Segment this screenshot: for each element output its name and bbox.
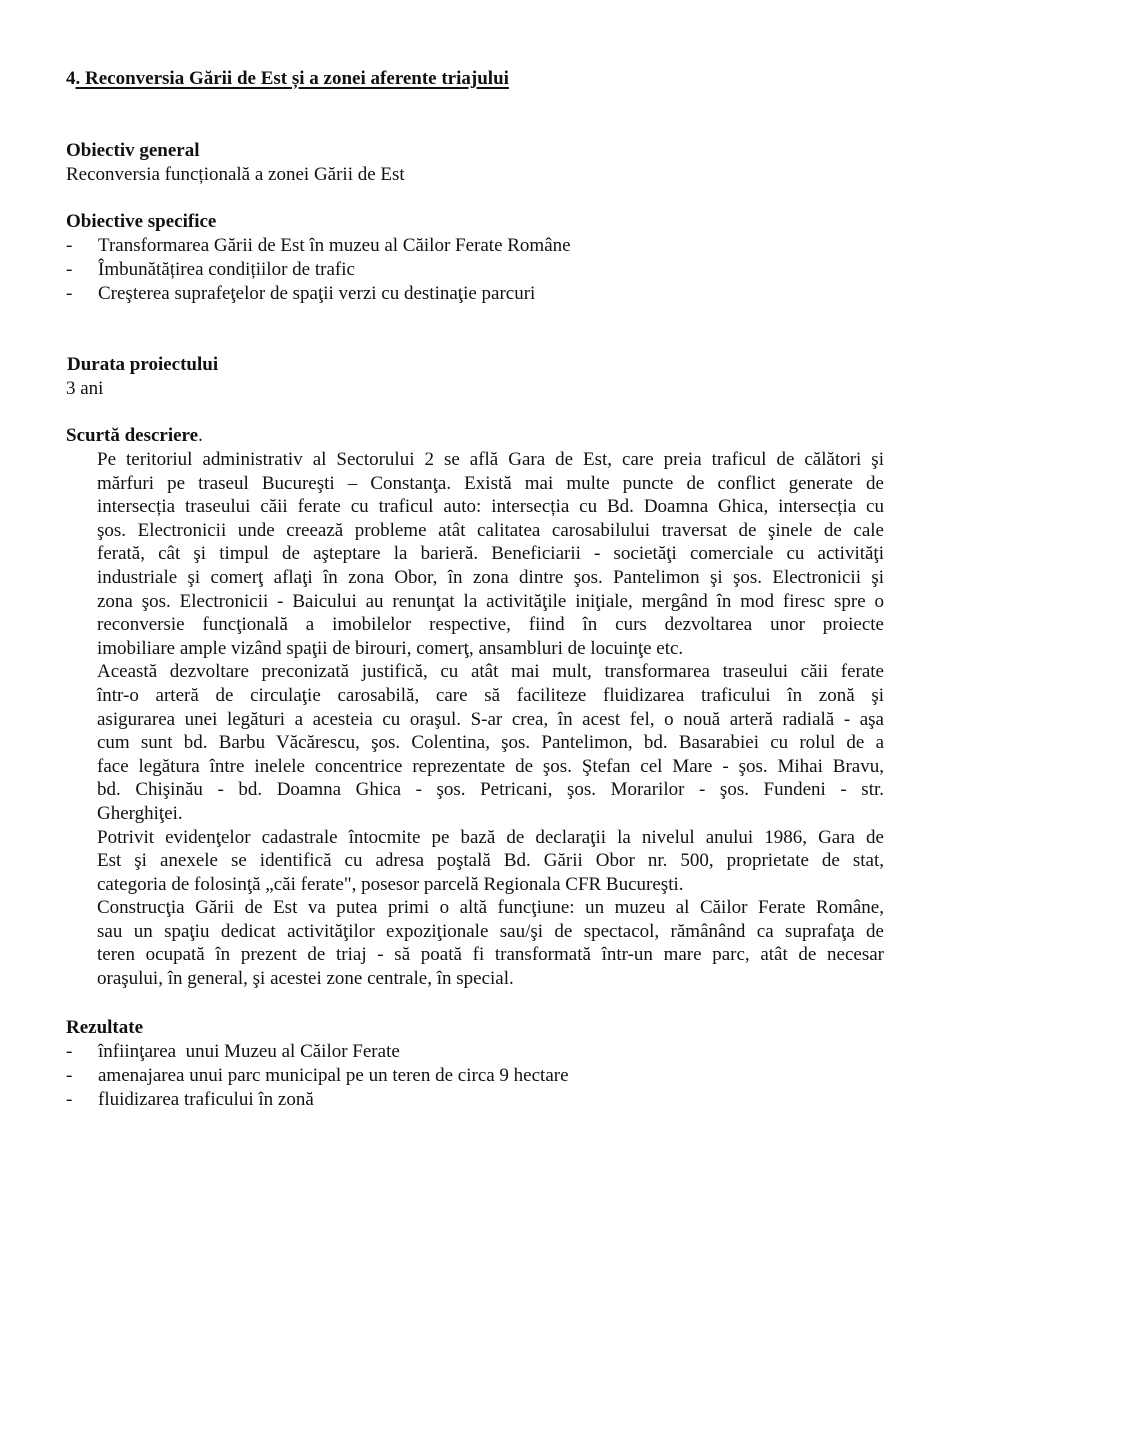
paragraph-line: asigurarea unei legături a acesteia cu oraşul. S-ar crea, în acest fel, o nouă arteră radială - aşa — [97, 708, 884, 730]
result-text: înfiinţarea unui Muzeu al Căilor Ferate — [98, 1041, 400, 1062]
description-heading-period: . — [198, 425, 203, 446]
results-heading: Rezultate — [66, 1017, 144, 1038]
specific-objective-text: Îmbunătățirea condițiilor de trafic — [98, 259, 355, 280]
description-heading — [66, 425, 203, 447]
paragraph-line: Construcţia Gării de Est va putea primi o altă funcţiune: un muzeu al Căilor Ferate Române, — [97, 897, 884, 919]
section-number: 4 — [66, 68, 76, 89]
bullet-dash: - — [66, 1089, 73, 1110]
general-objective-heading: Obiectiv general — [66, 140, 200, 161]
paragraph-line: Potrivit evidenţelor cadastrale întocmite pe bază de declaraţii la nivelul anului 1986, Gara de — [97, 826, 884, 848]
paragraph-line: şos. Electronicii unde creează probleme atât calitatea carosabilului traversat de şinele de cale — [97, 519, 884, 541]
bullet-dash: - — [66, 283, 73, 304]
bullet-dash: - — [66, 1065, 73, 1086]
paragraph-line: intersecția traseului căii ferate cu traficul auto: intersecția cu Bd. Doamna Ghica, intersecția cu — [97, 496, 884, 518]
paragraph-line: bd. Chişinău - bd. Doamna Ghica - şos. Petricani, şos. Morarilor - şos. Fundeni - str. — [97, 779, 884, 801]
description-paragraph — [97, 448, 884, 660]
paragraph-line: reconversie funcţională a imobilelor respective, fiind în curs dezvoltarea unor proiecte — [97, 614, 884, 636]
result-text: amenajarea unui parc municipal pe un teren de circa 9 hectare — [98, 1065, 569, 1086]
bullet-dash: - — [66, 259, 73, 280]
paragraph-line: industriale şi comerţ aflaţi în zona Obor, în zona dintre şos. Pantelimon şi şos. Electronicii şi — [97, 566, 884, 588]
bullet-dash: - — [66, 235, 73, 256]
general-objective-text: Reconversia funcțională a zonei Gării de Est — [66, 164, 405, 185]
paragraph-line: teren ocupată în prezent de triaj - să poată fi transformată într-un mare parc, atât de necesar — [97, 944, 884, 966]
description-paragraph — [97, 826, 884, 897]
paragraph-line: mărfuri pe traseul Bucureşti – Constanţa. Există mai multe puncte de conflict generate de — [97, 472, 884, 494]
paragraph-line: Pe teritoriul administrativ al Sectorului 2 se află Gara de Est, care preia traficul de călători şi — [97, 449, 884, 470]
paragraph-line: imobiliare ample vizând spaţii de birouri, comerţ, ansambluri de locuinţe etc. — [97, 637, 684, 659]
specific-objectives-heading: Obiective specifice — [66, 211, 217, 232]
description-paragraph — [97, 660, 884, 825]
section-title-text: . Reconversia Gării de Est și a zonei aferente triajului — [75, 68, 509, 89]
paragraph-line: într-o arteră de circulaţie carosabilă, care să faciliteze fluidizarea traficului în zonă şi — [97, 684, 884, 706]
description-paragraph — [97, 896, 884, 990]
result-text: fluidizarea traficului în zonă — [98, 1089, 314, 1110]
paragraph-line: ferată, cât şi timpul de aşteptare la barieră. Beneficiarii - societăţi comerciale cu activităţi — [97, 543, 884, 565]
paragraph-line: categoria de folosinţă „căi ferate", posesor parcelă Regionala CFR Bucureşti. — [97, 873, 684, 895]
duration-heading: Durata proiectului — [67, 354, 219, 375]
bullet-dash: - — [66, 1041, 73, 1062]
paragraph-line: face legătura între inelele concentrice reprezentate de şos. Ştefan cel Mare - şos. Mihai Bravu, — [97, 755, 884, 777]
section-title — [66, 68, 509, 90]
paragraph-line: zona şos. Electronicii - Baicului au renunţat la activităţile iniţiale, mergând în mod firesc spre o — [97, 590, 884, 612]
paragraph-line: Această dezvoltare preconizată justifică, cu atât mai mult, transformarea traseului căii ferate — [97, 661, 884, 683]
duration-text: 3 ani — [66, 378, 104, 399]
description-body — [97, 448, 884, 991]
paragraph-line: Gherghiţei. — [97, 802, 183, 824]
paragraph-line: oraşului, în general, şi acestei zone centrale, în special. — [97, 968, 514, 990]
paragraph-line: cum sunt bd. Barbu Văcărescu, şos. Colentina, şos. Pantelimon, bd. Basarabiei cu rolul de a — [97, 732, 884, 754]
specific-objective-text: Creşterea suprafeţelor de spaţii verzi cu destinaţie parcuri — [98, 283, 536, 304]
description-heading-text: Scurtă descriere — [66, 425, 199, 446]
paragraph-line: sau un spaţiu dedicat activităţilor expoziţionale sau/şi de spectacol, rămânând ca suprafaţa de — [97, 920, 884, 942]
specific-objective-text: Transformarea Gării de Est în muzeu al Căilor Ferate Române — [98, 235, 571, 256]
paragraph-line: Est şi anexele se identifică cu adresa poştală Bd. Gării Obor nr. 500, proprietate de stat, — [97, 850, 884, 872]
